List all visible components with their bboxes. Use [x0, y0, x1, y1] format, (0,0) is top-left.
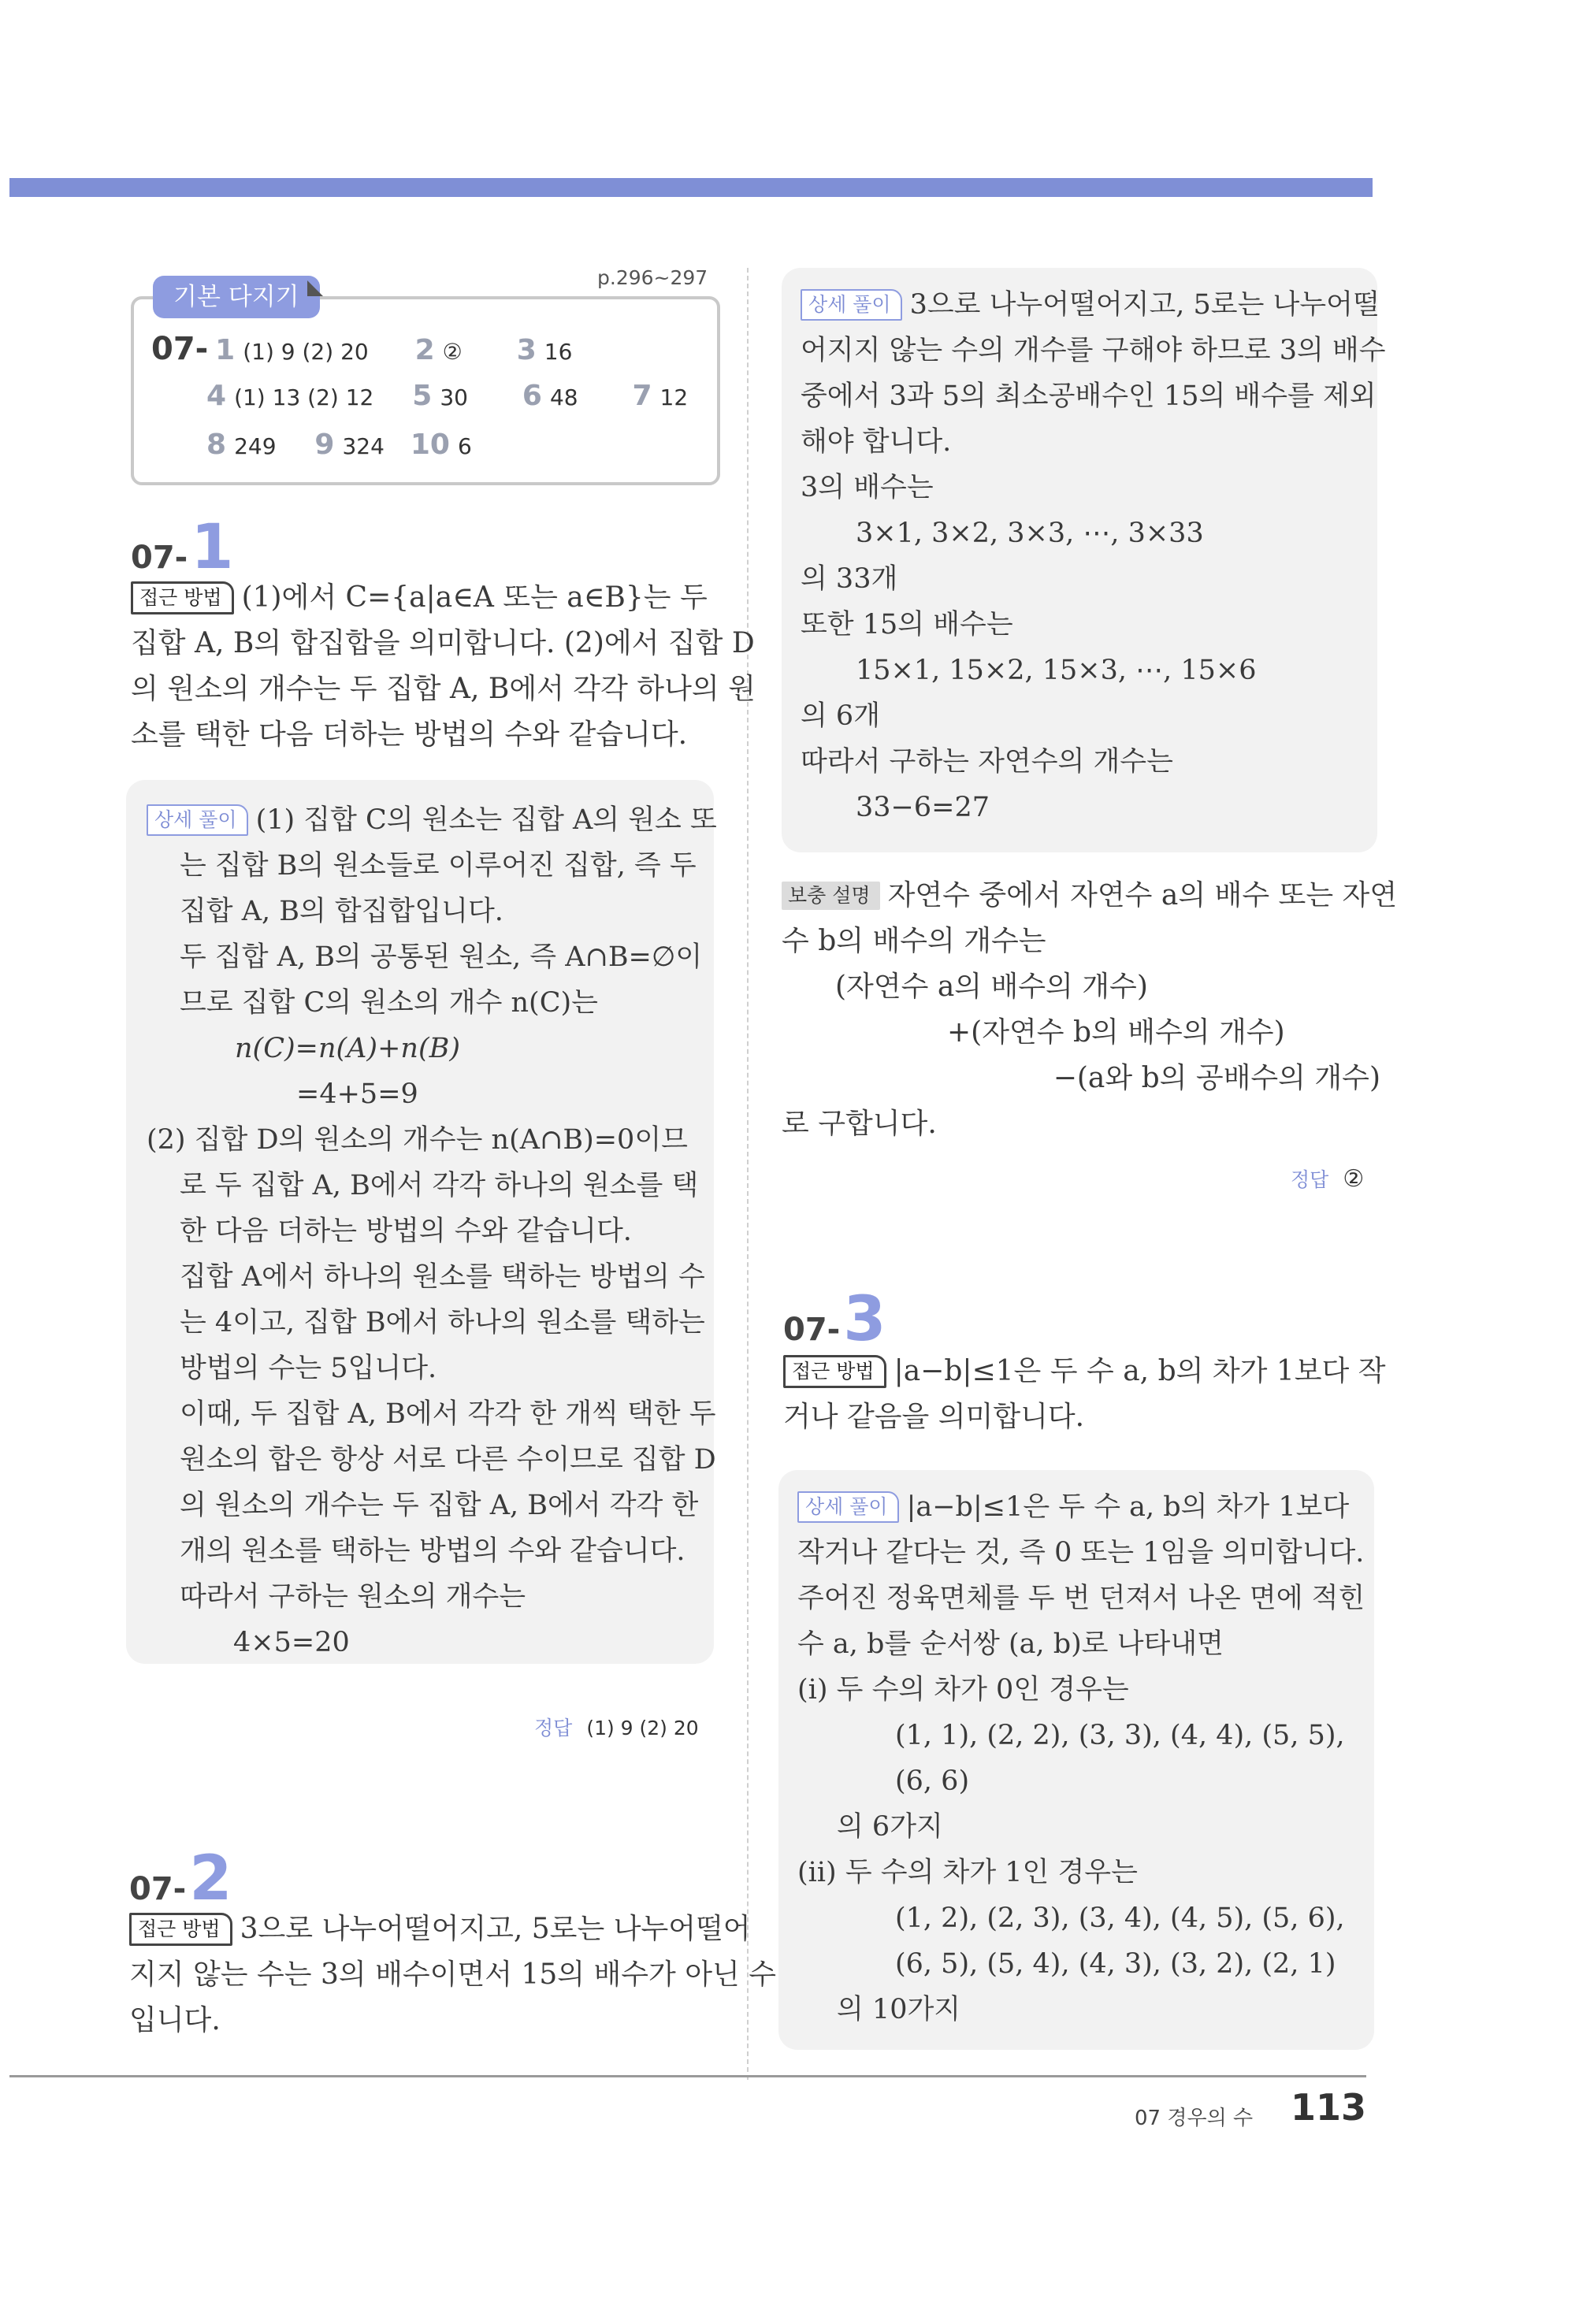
answer-value: 48 — [549, 384, 578, 410]
answer-value: 30 — [440, 384, 468, 410]
tab-corner-icon — [307, 280, 323, 296]
answer-label: 정답 — [534, 1717, 573, 1739]
detail-07-2: 상세 풀이 3으로 나누어떨어지고, 5로는 나누어떨 어지지 않는 수의 개수를 구해야 하므로 3의 배수 중에서 3과 5의 최소공배수인 15의 배수를 제외 해야 합니다. 3의 배수는 3×1, 3×2, 3×3, ⋯, 3×33 의 33개 또한 15의 배수는 15×1, 15×2, 15×3, ⋯, 15×6 의 6개 따라서 구하는 자연수의 개수는 33−6=27 — [801, 289, 1386, 823]
answer-07-2 — [1291, 1164, 1364, 1193]
answer-number: 3 — [516, 334, 537, 366]
page-reference: p.296~297 — [597, 266, 708, 289]
answer-value: (1) 9 (2) 20 — [243, 339, 369, 365]
answer-number: 2 — [414, 334, 435, 366]
extra-label: 보충 설명 — [782, 882, 880, 910]
approach-label: 접근 방법 — [131, 581, 234, 614]
column-divider — [747, 268, 749, 2080]
answer-value: 249 — [234, 433, 277, 459]
basic-practice-tab: 기본 다지기 — [153, 276, 320, 318]
answer-value: 12 — [659, 384, 689, 410]
answer-number: 5 — [412, 380, 433, 412]
answer-number: 9 — [314, 429, 335, 461]
approach-07-3: 접근 방법 |a−b|≤1은 두 수 a, b의 차가 1보다 작 거나 같음을 의미합니다. — [783, 1355, 1386, 1433]
approach-label: 접근 방법 — [129, 1913, 232, 1946]
extra-07-2: 보충 설명 자연수 중에서 자연수 a의 배수 또는 자연 수 b의 배수의 개수는 (자연수 a의 배수의 개수) +(자연수 b의 배수의 개수) −(a와 b의 공배수의 개수) 로 구합니다. — [782, 879, 1398, 1140]
problem-heading-07-2: 07-2 — [129, 1843, 232, 1914]
detail-label: 상세 풀이 — [797, 1491, 899, 1523]
answer-number: 8 — [206, 429, 227, 461]
answer-value: 6 — [457, 433, 472, 459]
problem-prefix: 07- — [151, 331, 209, 367]
answer-number: 1 — [215, 334, 236, 366]
answer-value: 16 — [544, 339, 573, 365]
page-number: 113 — [1291, 2086, 1367, 2129]
answer-value: ② — [442, 339, 463, 365]
answer-value: (1) 9 (2) 20 — [586, 1717, 699, 1739]
answer-value: 324 — [342, 433, 385, 459]
answer-value: ② — [1343, 1165, 1365, 1193]
answer-number: 4 — [206, 380, 227, 412]
approach-07-2: 접근 방법 3으로 나누어떨어지고, 5로는 나누어떨어 지지 않는 수는 3의 배수이면서 15의 배수가 아닌 수 입니다. — [129, 1913, 777, 2036]
answer-number: 10 — [410, 429, 450, 461]
answer-number: 6 — [522, 380, 542, 412]
chapter-title: 07 경우의 수 — [1135, 2107, 1254, 2130]
approach-07-1: 접근 방법 (1)에서 C={a|a∈A 또는 a∈B}는 두 집합 A, B의 합집합을 의미합니다. (2)에서 집합 D 의 원소의 개수는 두 집합 A, B에서 각각 하나의 원 소를 택한 다음 더하는 방법의 수와 같습니다. — [131, 581, 756, 751]
answer-number: 7 — [632, 380, 652, 412]
detail-07-1: 상세 풀이 (1) 집합 C의 원소는 집합 A의 원소 또 는 집합 B의 원소들로 이루어진 집합, 즉 두 집합 A, B의 합집합입니다. 두 집합 A, B의 공통된 원소, 즉 A∩B=∅이 므로 집합 C의 원소의 개수 n(C)는 n(C)=n(A)+n(B) =4+5=9 (2) 집합 D의 원소의 개수는 n(A∩B)=0이므 로 두 집합 A, B에서 각각 하나의 원소를 택 한 다음 더하는 방법의 수와 같습니다. 집합 A에서 하나의 원소를 택하는 방법의 수 는 4이고, 집합 B에서 하나의 원소를 택하는 방법의 수는 5입니다. 이때, 두 집합 A, B에서 각각 한 개씩 택한 두 원소의 합은 항상 서로 다른 수이므로 집합 D 의 원소의 개수는 두 집합 A, B에서 각각 한 개의 원소를 택하는 방법의 수와 같습니다. 따라서 구하는 원소의 개수는 4×5=20 — [147, 804, 717, 1658]
basic-answer-row-3 — [206, 429, 472, 461]
problem-heading-07-3: 07-3 — [783, 1284, 886, 1355]
answer-07-1 — [534, 1713, 699, 1741]
answer-label: 정답 — [1291, 1168, 1329, 1191]
problem-heading-07-1: 07-1 — [131, 512, 234, 583]
basic-answer-row-1 — [151, 331, 572, 367]
header-color-bar — [9, 178, 1373, 197]
footer-rule — [9, 2075, 1366, 2077]
detail-label: 상세 풀이 — [801, 289, 902, 321]
approach-label: 접근 방법 — [783, 1355, 886, 1388]
detail-label: 상세 풀이 — [147, 804, 248, 836]
detail-07-3: 상세 풀이 |a−b|≤1은 두 수 a, b의 차가 1보다 작거나 같다는 것, 즉 0 또는 1임을 의미합니다. 주어진 정육면체를 두 번 던져서 나온 면에 적힌 수 a, b를 순서쌍 (a, b)로 나타내면 (ⅰ) 두 수의 차가 0인 경우는 (1, 1), (2, 2), (3, 3), (4, 4), (5, 5), (6, 6) 의 6가지 (ⅱ) 두 수의 차가 1인 경우는 (1, 2), (2, 3), (3, 4), (4, 5), (5, 6), (6, 5), (5, 4), (4, 3), (3, 2), (2, 1) 의 10가지 — [797, 1491, 1365, 2025]
answer-value: (1) 13 (2) 12 — [234, 384, 374, 410]
basic-answer-row-2 — [206, 380, 688, 412]
